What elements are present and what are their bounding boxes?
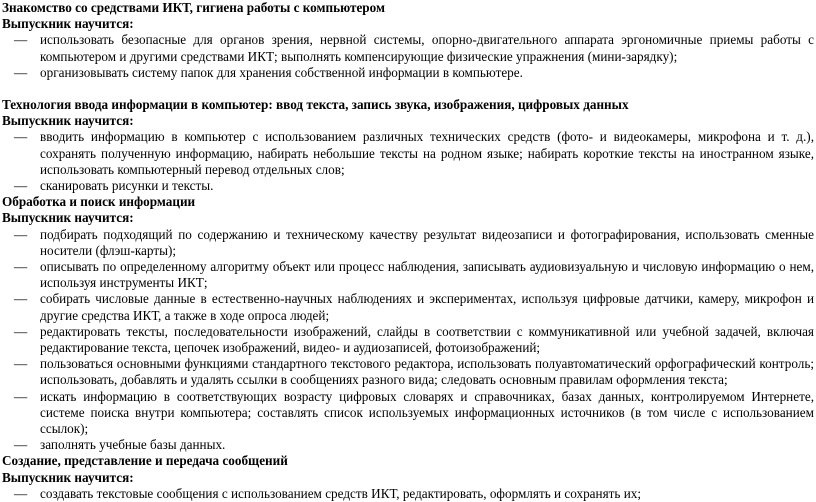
- item-list: [2, 227, 814, 454]
- section-subhead: Выпускник научится:: [2, 210, 134, 226]
- list-item: [2, 129, 814, 178]
- item-text: собирать числовые данные в естественно-научных наблюдениях и экспериментах, используя цифровые датчики, камеру, микрофон и другие средства ИКТ, а также в ходе опроса людей;: [40, 291, 814, 323]
- bullet-dash: —: [14, 437, 28, 453]
- section-processing-search: [2, 194, 814, 453]
- list-item: [2, 324, 814, 356]
- section-title: Технология ввода информации в компьютер: ввод текста, запись звука, изображения, цифровых данных: [2, 97, 629, 113]
- section-hygiene: [2, 0, 814, 81]
- list-item: [2, 227, 814, 259]
- bullet-dash: —: [14, 259, 28, 275]
- bullet-dash: —: [14, 178, 28, 194]
- list-item: [2, 291, 814, 323]
- item-text: использовать безопасные для органов зрения, нервной системы, опорно-двигательного аппарата эргономичные приемы работы с компьютером и другими средствами ИКТ; выполнять компенсирующие физические упражнения (мини-зарядку);: [40, 32, 814, 64]
- list-item: [2, 389, 814, 438]
- bullet-dash: —: [14, 64, 28, 80]
- bullet-dash: —: [14, 226, 28, 242]
- list-item: [2, 178, 814, 194]
- list-item: [2, 259, 814, 291]
- item-text: создавать текстовые сообщения с использованием средств ИКТ, редактировать, оформлять и сохранять их;: [40, 485, 642, 501]
- list-item: [2, 32, 814, 64]
- section-subhead: Выпускник научится:: [2, 113, 134, 129]
- item-text: редактировать тексты, последовательности изображений, слайды в соответствии с коммуникативной или учебной задачей, включая редактирование текста, цепочек изображений, видео- и аудиозаписей, фотоизображений;: [40, 323, 814, 356]
- item-text: подбирать подходящий по содержанию и техническому качеству результат видеозаписи и фотографирования, использовать сменные носители (флэш-карты);: [40, 226, 814, 258]
- section-title: Создание, представление и передача сообщений: [2, 453, 288, 469]
- item-text: сканировать рисунки и тексты.: [40, 178, 214, 194]
- item-list: [2, 129, 814, 194]
- item-text: заполнять учебные базы данных.: [40, 437, 226, 453]
- bullet-dash: —: [14, 356, 28, 372]
- item-text: искать информацию в соответствующих возрасту цифровых словарях и справочниках, базах данных, контролируемом Интернете, системе поиска внутри компьютера; составлять список используемых информационных источников (в том числе с использованием ссылок);: [40, 388, 814, 437]
- spacer: [2, 81, 814, 97]
- bullet-dash: —: [14, 129, 28, 145]
- list-item: [2, 65, 814, 81]
- section-messages: [2, 453, 814, 502]
- bullet-dash: —: [14, 388, 28, 404]
- list-item: [2, 356, 814, 388]
- section-subhead: Выпускник научится:: [2, 469, 134, 485]
- bullet-dash: —: [14, 485, 28, 501]
- section-title: Знакомство со средствами ИКТ, гигиена работы с компьютером: [2, 0, 385, 15]
- section-subhead: Выпускник научится:: [2, 16, 134, 32]
- item-list: [2, 486, 814, 502]
- section-title: Обработка и поиск информации: [2, 194, 196, 210]
- bullet-dash: —: [14, 291, 28, 307]
- item-text: организовывать систему папок для хранения собственной информации в компьютере.: [40, 64, 523, 80]
- item-text: пользоваться основными функциями стандартного текстового редактора, использовать полуавтоматический орфографический контроль; использовать, добавлять и удалять ссылки в сообщениях разного вида; следовать основным правилам оформления текста;: [40, 356, 814, 388]
- section-input-technology: [2, 97, 814, 194]
- item-text: описывать по определенному алгоритму объект или процесс наблюдения, записывать аудиовизуальную и числовую информацию о нем, используя инструменты ИКТ;: [40, 259, 814, 291]
- bullet-dash: —: [14, 323, 28, 339]
- list-item: [2, 437, 814, 453]
- bullet-dash: —: [14, 32, 28, 48]
- list-item: [2, 486, 814, 502]
- item-list: [2, 32, 814, 81]
- item-text: вводить информацию в компьютер с использованием различных технических средств (фото- и видеокамеры, микрофона и т. д.), сохранять полученную информацию, набирать небольшие тексты на родном языке; набирать короткие тексты на иностранном языке, использовать компьютерный перевод отдельных слов;: [40, 129, 814, 177]
